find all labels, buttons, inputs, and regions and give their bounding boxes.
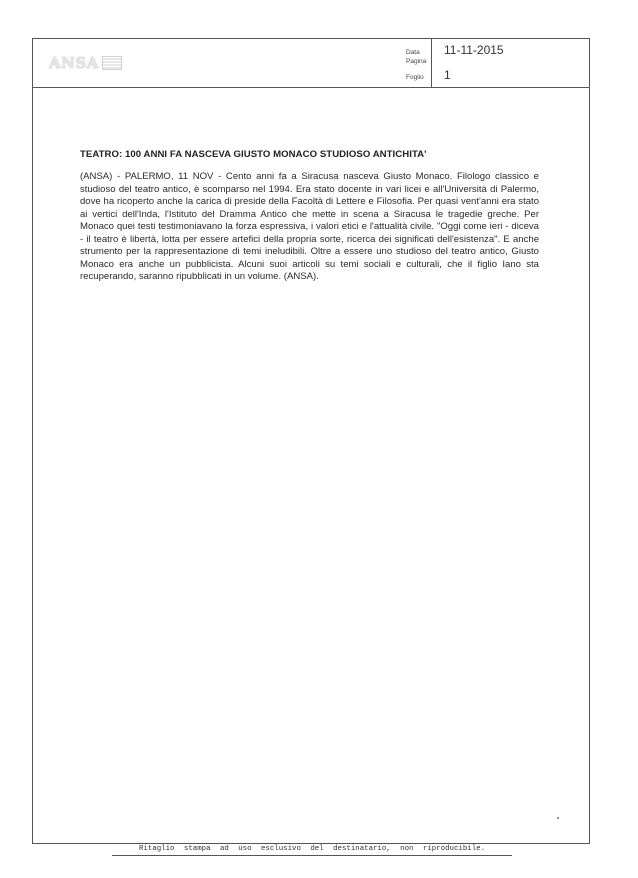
date-row	[406, 43, 504, 57]
date-value: 11-11-2015	[444, 43, 504, 57]
sheet-value: 1	[444, 68, 451, 82]
sheet-row	[406, 68, 451, 82]
header-box	[32, 38, 590, 88]
page-label: Pagina	[406, 58, 427, 65]
ansa-logo	[49, 54, 131, 72]
sheet-label: Foglio	[406, 74, 424, 81]
ansa-logo-mark-icon	[102, 56, 122, 70]
page-row	[406, 58, 444, 65]
footer-notice: Ritaglio stampa ad uso esclusivo del destinatario, non riproducibile.	[112, 843, 512, 856]
article-headline: TEATRO: 100 ANNI FA NASCEVA GIUSTO MONACO STUDIOSO ANTICHITA'	[80, 149, 427, 160]
ansa-logo-text: ANSA	[49, 54, 99, 72]
scan-speck	[557, 817, 559, 819]
article-body: (ANSA) - PALERMO, 11 NOV - Cento anni fa a Siracusa nasceva Giusto Monaco. Filologo classico e studioso del teatro antico, è scomparso nel 1994. Era stato docente in vari licei e all'Università di Palermo, dove ha ricoperto anche la carica di preside della Facoltà di Lettere e Filosofia. Per quasi vent'anni era stato ai vertici dell'Inda, l'Istituto del Dramma Antico che mette in scena a Siracusa le tragedie greche. Per Monaco quei testi testimoniavano la forza espressiva, i valori etici e l'attualità civile. "Oggi come ieri - diceva - il teatro è libertà, lotta per essere artefici della propria sorte, ricerca dei significati dell'esistenza". E anche strumento per la rappresentazione di temi ineludibili. Oltre a essere uno studioso del teatro antico, Giusto Monaco era anche un pubblicista. Alcuni suoi articoli su temi sociali e culturali, che il figlio Iano sta recuperando, saranno ripubblicati in un volume. (ANSA).	[80, 171, 539, 282]
date-label: Data	[406, 49, 420, 56]
